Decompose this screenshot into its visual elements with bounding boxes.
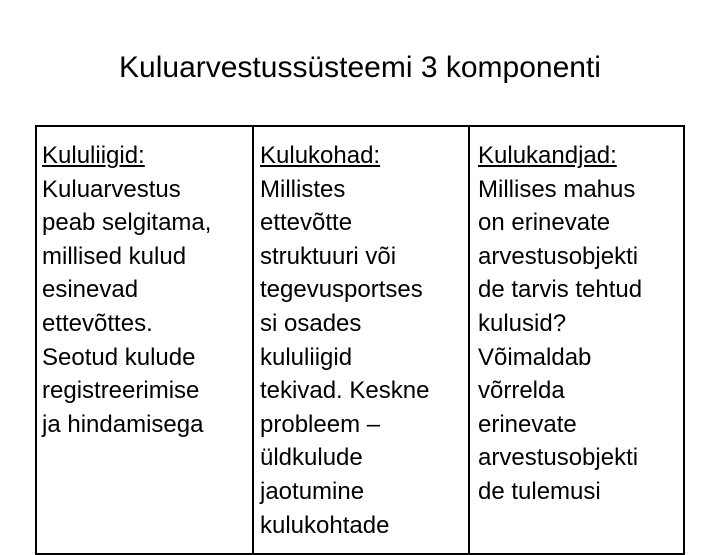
text-line: erinevate [478, 410, 577, 438]
text-line: jaotumine [260, 477, 365, 505]
column-heading: Kululiigid: [42, 142, 145, 169]
text-line: Võimaldab [478, 343, 592, 371]
column-heading: Kulukohad: [260, 142, 381, 169]
text-line: tekivad. Keskne [260, 377, 430, 405]
text-line: de tulemusi [478, 477, 601, 505]
text-line: probleem – [260, 410, 381, 438]
text-line: esinevad [42, 276, 139, 304]
slide-title: Kuluarvestussüsteemi 3 komponenti [119, 51, 601, 84]
text-line: registreerimise [42, 377, 200, 405]
column-cost-carriers [478, 139, 642, 509]
text-line: ettevõtte [260, 209, 353, 237]
column-divider [468, 127, 470, 553]
text-line: millised kulud [42, 242, 187, 270]
column-divider [252, 127, 254, 553]
text-line: ja hindamisega [42, 410, 204, 438]
text-line: võrrelda [478, 377, 565, 405]
text-line: Millises mahus [478, 175, 636, 203]
text-line: struktuuri või [260, 242, 397, 270]
column-cost-types [42, 139, 211, 441]
text-line: tegevusportses [260, 276, 423, 304]
text-line: Kuluarvestus [42, 175, 181, 203]
text-line: arvestusobjekti [478, 242, 639, 270]
text-line: si osades [260, 309, 362, 337]
text-line: arvestusobjekti [478, 444, 639, 472]
column-heading: Kulukandjad: [478, 142, 617, 169]
text-line: ettevõttes. [42, 309, 153, 337]
text-line: kulusid? [478, 309, 567, 337]
text-line: on erinevate [478, 209, 611, 237]
text-line: kululiigid [260, 343, 353, 371]
text-line: Millistes [260, 175, 346, 203]
text-line: üldkulude [260, 444, 363, 472]
text-line: de tarvis tehtud [478, 276, 643, 304]
components-table [35, 125, 685, 555]
text-line: Seotud kulude [42, 343, 196, 371]
text-line: kulukohtade [260, 511, 390, 539]
column-cost-centers [260, 139, 429, 542]
text-line: peab selgitama, [42, 209, 212, 237]
